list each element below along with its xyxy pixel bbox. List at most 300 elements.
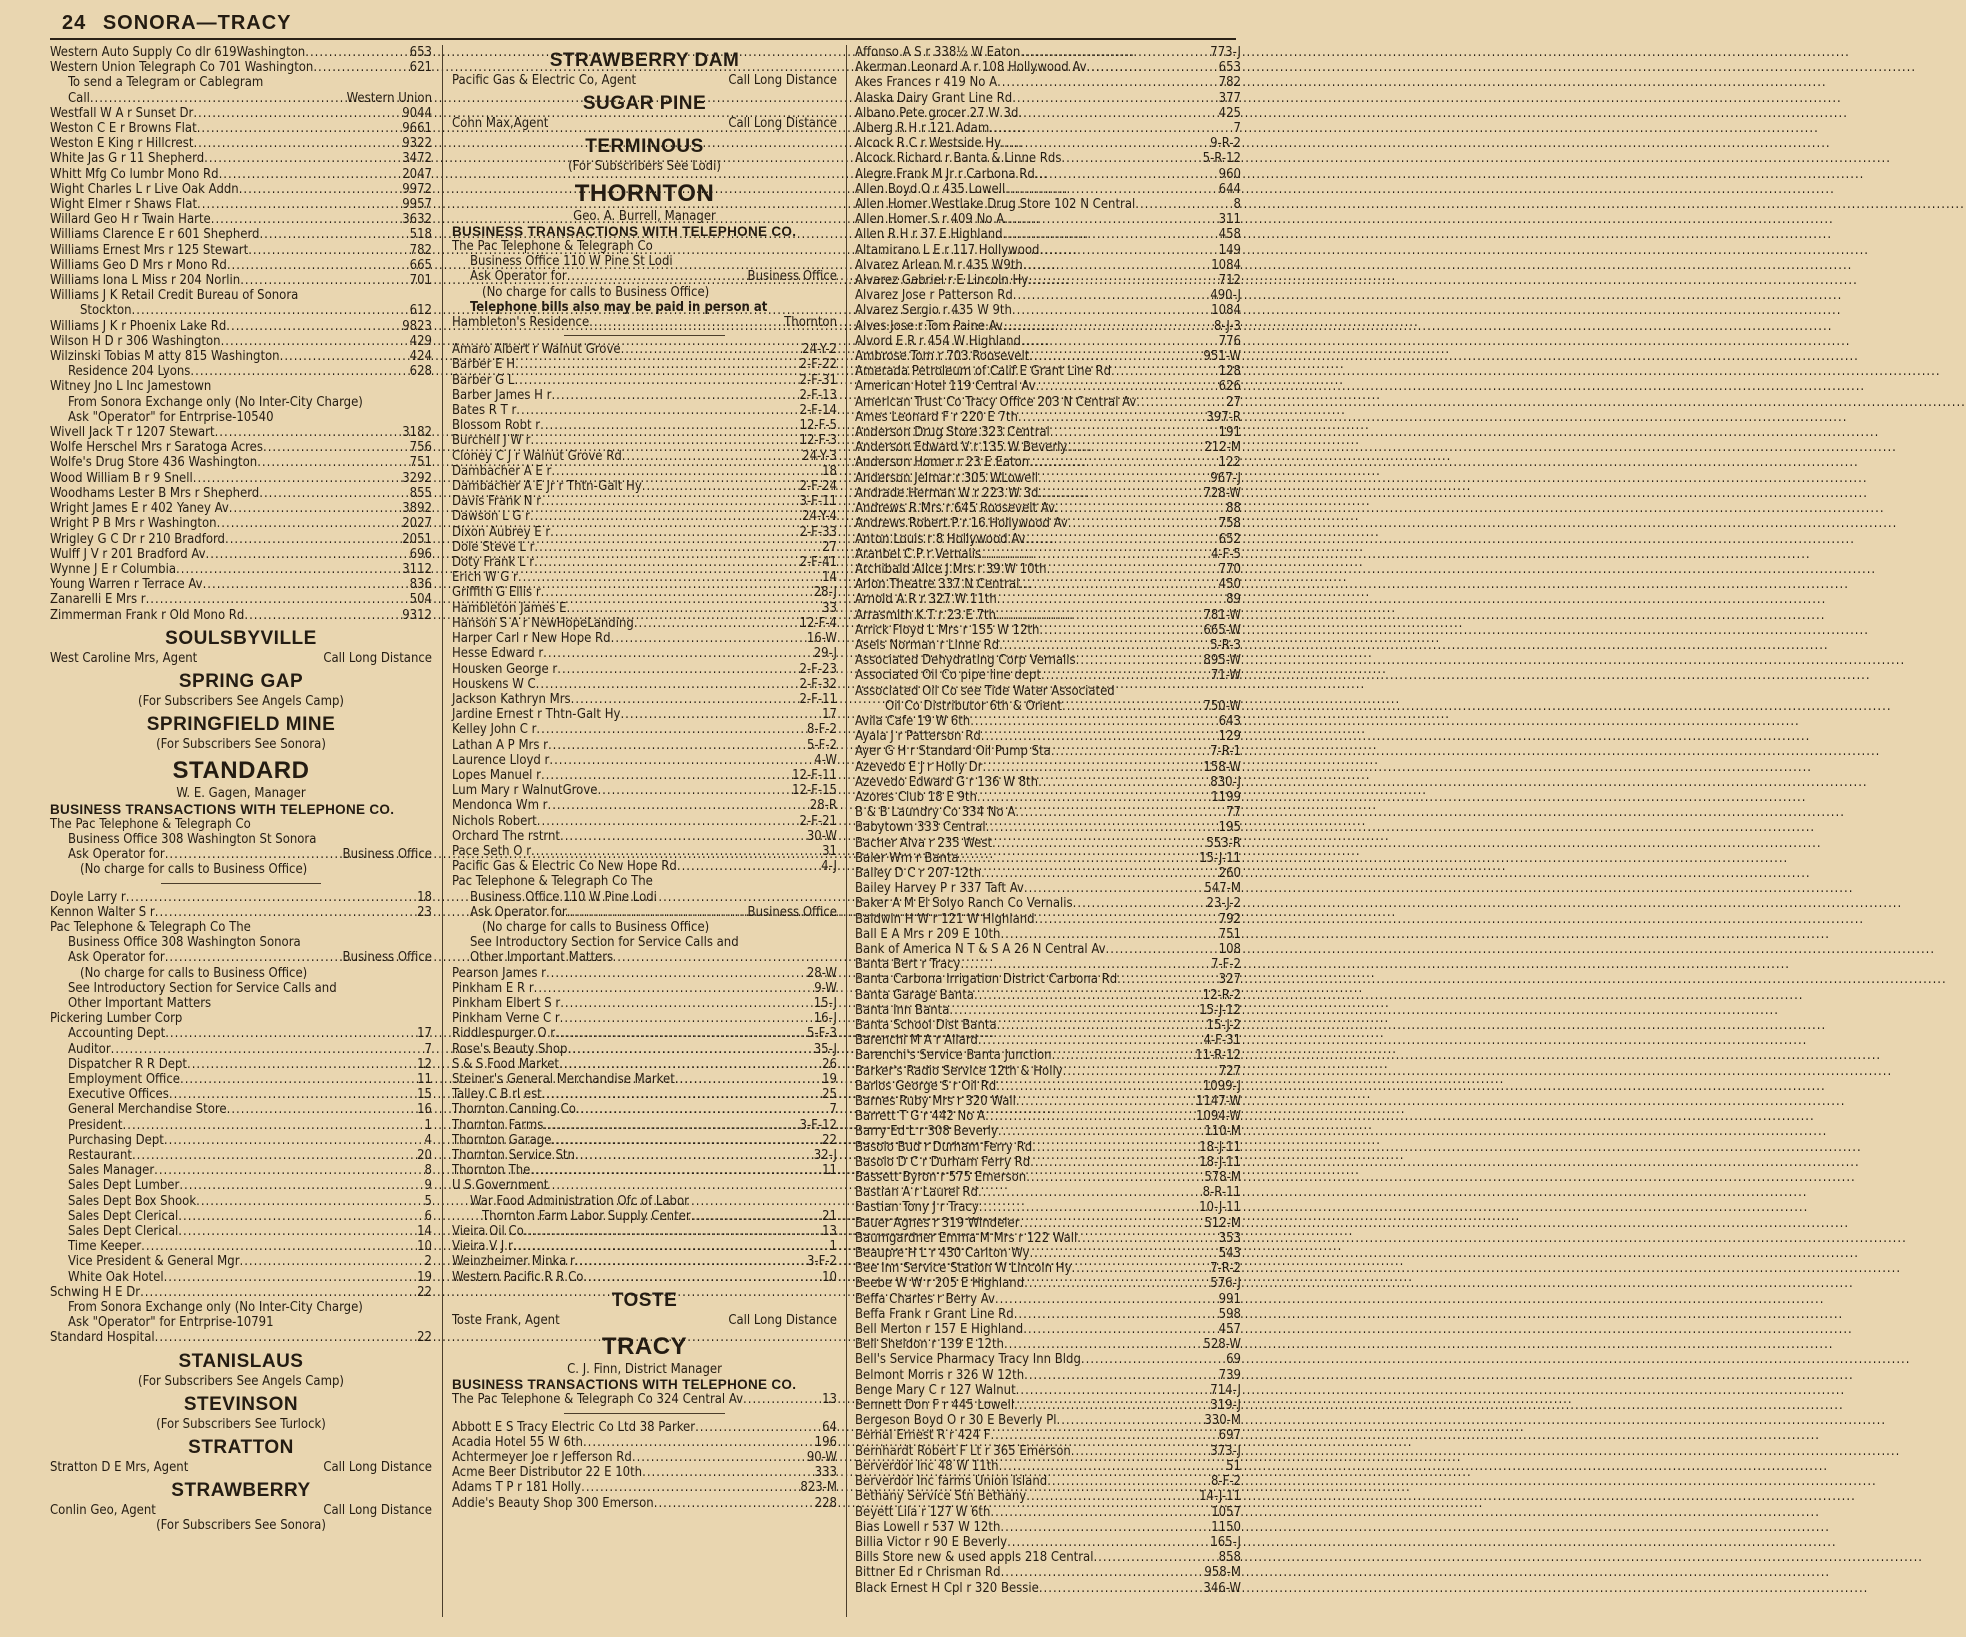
listing-name: Asels Norman r Linne Rd [855, 637, 1000, 653]
listing-name: Schwing H E Dr [50, 1284, 141, 1300]
leader-dots [1087, 60, 1219, 75]
listing-entry [855, 699, 1241, 714]
listing-entry [855, 1581, 1241, 1596]
listing-text: Pac Telephone & Telegraph Co The [452, 874, 653, 890]
listing-entry [452, 981, 837, 996]
listing-entry [855, 866, 1241, 881]
listing-name: Wolfe's Drug Store 436 Washington [50, 455, 258, 471]
listing-number: 18-J-11 [1199, 1139, 1241, 1155]
listing-name: Affonso A S r 338½ W Eaton [855, 45, 1021, 60]
leader-dots [263, 440, 410, 455]
leader-dots [576, 1102, 830, 1117]
listing-name: Azores Club 18 E 9th [855, 789, 977, 805]
leader-dots [534, 540, 822, 555]
listing-entry [855, 744, 1241, 759]
leader-dots [743, 1392, 822, 1407]
listing-name: Barber E H [452, 357, 516, 373]
leader-dots [985, 1109, 1196, 1124]
leader-dots [581, 1480, 800, 1495]
listing-number: 11 [822, 1163, 837, 1179]
listing-name: American Hotel 119 Central Av [855, 379, 1036, 395]
listing-number: 15-J-11 [1199, 850, 1241, 866]
town-heading: STANISLAUS [178, 1350, 304, 1372]
listing-number: 951-W [1203, 349, 1241, 365]
listing-name: Andrade Herman W r 223 W 3d [855, 485, 1039, 501]
agent-instruction: Call Long Distance [728, 73, 837, 88]
leader-dots [1012, 91, 1218, 106]
leader-dots [165, 1026, 417, 1041]
listing-name: Barker's Radio Service 12th & Holly [855, 1063, 1063, 1079]
listing-number: 598 [1218, 1306, 1241, 1322]
leader-dots [1047, 562, 1219, 577]
listing-number: 327 [1218, 972, 1241, 988]
listing-text: War Food Administration Ofc of Labor [470, 1193, 689, 1209]
listing-name: Beffa Charles r Berry Av [855, 1291, 995, 1307]
listing-number: 450 [1218, 577, 1241, 593]
listing-name: Barenchi's Service Banta Junction [855, 1048, 1052, 1064]
listing-entry [855, 820, 1241, 835]
listing-number: 576-J [1210, 1276, 1241, 1292]
listing-number: 5-R-3 [1210, 637, 1241, 653]
listing-text: See Introductory Section for Service Calls and [470, 935, 739, 951]
listing-number: 9 [424, 1178, 432, 1194]
leader-dots [537, 814, 800, 829]
section-separator [564, 1413, 726, 1414]
listing-number: 653 [1218, 60, 1241, 76]
listing-number: 353 [1218, 1230, 1241, 1246]
listing-name: Zanarelli E Mrs r [50, 592, 146, 608]
leader-dots [176, 562, 402, 577]
leader-dots [215, 425, 403, 440]
leader-dots [541, 768, 792, 783]
listing-number: 31 [822, 843, 837, 859]
listing-name: Hanson S A r NewHopeLanding [452, 615, 634, 631]
listing-number: 8-R-11 [1202, 1185, 1241, 1201]
listing-entry [452, 707, 837, 722]
leader-dots [621, 342, 803, 357]
listing-name: Standard Hospital [50, 1330, 155, 1346]
listing-name: Bergeson Boyd O r 30 E Beverly Pl [855, 1413, 1057, 1429]
listing-name: Beebe W W r 205 E Highland [855, 1276, 1025, 1292]
listing-entry [855, 486, 1241, 501]
listing-entry [452, 646, 837, 661]
listing-name: Barenchi M A r Allard [855, 1033, 978, 1049]
listing-name: Wulff J V r 201 Bradford Av [50, 546, 206, 562]
listing-name: Wivell Jack T r 1207 Stewart [50, 425, 215, 441]
listing-number: 612 [409, 303, 432, 319]
listing-entry [50, 516, 432, 531]
listing-name: Weston C E r Browns Flat [50, 121, 197, 137]
listing-number: 228 [814, 1495, 837, 1511]
leader-dots [1061, 151, 1202, 166]
listing-entry [50, 532, 432, 547]
listing-text: Ask "Operator" for Entrprise-10791 [68, 1315, 274, 1331]
leader-dots [1018, 106, 1218, 121]
leader-dots [1038, 486, 1203, 501]
listing-name: Employment Office [68, 1071, 180, 1087]
listing-name: Abbott E S Tracy Electric Co Ltd 38 Parker [452, 1419, 696, 1435]
leader-dots [305, 45, 409, 60]
listing-number: 64 [822, 1419, 837, 1435]
listing-name: Alvarez Sergio r 435 W 9th [855, 303, 1012, 319]
listing-entry [452, 479, 837, 494]
listing-name: Lum Mary r WalnutGrove [452, 783, 598, 799]
listing-name: Acadia Hotel 55 W 6th [452, 1434, 583, 1450]
listing-entry [50, 847, 432, 862]
listing-number: 24-Y-3 [802, 448, 837, 464]
listing-entry [50, 562, 432, 577]
listing-name: Bell Merton r 157 E Highland [855, 1322, 1024, 1338]
leader-dots [1076, 653, 1204, 668]
listing-number: 26 [822, 1056, 837, 1072]
listing-number: 129 [1218, 729, 1241, 745]
town-heading: SPRINGFIELD MINE [146, 714, 336, 736]
listing-entry [452, 509, 837, 524]
listing-entry [50, 212, 432, 227]
listing-number: 2027 [402, 516, 432, 532]
listing-entry [452, 1133, 837, 1148]
leader-dots [187, 1057, 417, 1072]
listing-name: Aranbel C P r Vernalis [855, 546, 982, 562]
listing-entry [855, 1352, 1241, 1367]
leader-dots [1004, 1337, 1203, 1352]
listing-entry [855, 1261, 1241, 1276]
listing-text: See Introductory Section for Service Calls and [68, 980, 337, 996]
listing-number: 750-W [1203, 698, 1241, 714]
leader-dots [978, 1033, 1204, 1048]
leader-dots [1029, 1246, 1218, 1261]
leader-dots [141, 1239, 417, 1254]
listing-name: Akes Frances r 419 No A [855, 75, 998, 91]
listing-number: 397-R [1206, 409, 1241, 425]
listing-number: 895-W [1203, 653, 1241, 669]
leader-dots [1030, 1155, 1199, 1170]
listing-number: 17 [822, 707, 837, 723]
leader-dots [190, 364, 409, 379]
leader-dots [229, 501, 402, 516]
listing-number: 2-F-13 [799, 387, 837, 403]
listing-name: Bastian A r Laurel Rd [855, 1185, 978, 1201]
listing-name: Willard Geo H r Twain Harte [50, 212, 211, 228]
listing-entry [855, 364, 1241, 379]
listing-name: Barrett T G r 442 No A [855, 1109, 986, 1125]
leader-dots [1025, 532, 1218, 547]
listing-number: 1057 [1211, 1504, 1241, 1520]
listing-entry [855, 1535, 1241, 1550]
listing-entry [50, 455, 432, 470]
listing-name: Bell Sheldon r 139 E 12th [855, 1337, 1004, 1353]
listing-name: Sales Dept Clerical [68, 1224, 179, 1240]
listing-number: 712 [1218, 273, 1241, 289]
leader-dots [1051, 744, 1210, 759]
listing-entry [452, 1072, 837, 1087]
leader-dots [597, 783, 792, 798]
listing-name: Alvarez Arlean M r 435 W9th [855, 257, 1023, 273]
listing-number: Thornton [784, 315, 837, 331]
listing-name: Basolo D C r Durham Ferry Rd [855, 1154, 1031, 1170]
leader-dots [1019, 577, 1218, 592]
listing-entry [452, 585, 837, 600]
leader-dots [1001, 136, 1210, 151]
leader-dots [259, 486, 409, 501]
listing-entry [855, 1200, 1241, 1215]
listing-entry [50, 106, 432, 121]
leader-dots [530, 1163, 822, 1178]
agent-instruction: Call Long Distance [728, 116, 837, 132]
leader-dots [542, 1087, 822, 1102]
listing-entry [50, 1102, 432, 1117]
leader-dots [169, 1087, 417, 1102]
listing-entry [855, 1565, 1241, 1580]
listing-entry [855, 1216, 1241, 1231]
listing-name: Allen Boyd O r 435 Lowell [855, 181, 1006, 197]
listing-entry [855, 547, 1241, 562]
leader-dots [998, 1124, 1205, 1139]
listing-entry [50, 425, 432, 440]
listing-entry [452, 388, 837, 403]
listing-entry [855, 349, 1241, 364]
listing-name: Woodhams Lester B Mrs r Shepherd [50, 485, 260, 501]
leader-dots [165, 847, 343, 862]
leader-dots [524, 1224, 822, 1239]
listing-entry [855, 912, 1241, 927]
leader-dots [634, 616, 800, 631]
listing-name: Vieira V J r [452, 1239, 513, 1255]
listing-name: Alaska Dairy Grant Line Rd [855, 90, 1013, 106]
listing-name: Western Union Telegraph Co 701 Washington [50, 60, 314, 76]
listing-number: Business Office [747, 904, 837, 920]
leader-dots [132, 303, 410, 318]
leader-dots [992, 836, 1206, 851]
listing-text: From Sonora Exchange only (No Inter-City Charge) [68, 394, 363, 410]
listing-name: Allen Homer S r 409 No A [855, 212, 1005, 228]
column-2 [452, 45, 837, 1511]
listing-number: 2 [424, 1254, 432, 1270]
listing-name: Time Keeper [68, 1239, 142, 1255]
listing-entry [855, 1185, 1241, 1200]
listing-entry [50, 1194, 432, 1209]
listing-entry [50, 1057, 432, 1072]
leader-dots [1000, 1520, 1211, 1535]
leader-dots [1063, 1064, 1219, 1079]
listing-entry [855, 1505, 1241, 1520]
listing-entry [855, 319, 1241, 334]
listing-name: Ayer G H r Standard Oil Pump Sta [855, 744, 1051, 760]
page-number: 24 [62, 12, 87, 34]
listing-number: 2-F-41 [799, 555, 837, 571]
listing-entry [855, 1170, 1241, 1185]
listing-entry [50, 1270, 432, 1285]
listing-name: Baldwin H W r 121 W Highland [855, 911, 1035, 927]
listing-number: 2-F-24 [799, 479, 837, 495]
listing-entry [452, 570, 837, 585]
listing-name: Allen R H r 37 E Highland [855, 227, 1003, 243]
listing-name: Banta Carbona Irrigation District Carbona Rd [855, 972, 1118, 988]
listing-number: 35-J [813, 1041, 837, 1057]
listing-number: 653 [409, 45, 432, 60]
listing-name: B & B Laundry Co 334 No A [855, 805, 1016, 821]
listing-name: Anton Louis r 8 Hollywood Av [855, 531, 1026, 547]
listing-name: The Pac Telephone & Telegraph Co 324 Central Av [452, 1392, 744, 1408]
listing-entry [452, 315, 837, 330]
town-heading: STANDARD [172, 757, 310, 785]
listing-number: 14-J-11 [1199, 1489, 1241, 1505]
listing-name: Jardine Ernest r Thtn-Galt Hy [452, 707, 621, 723]
town-subtitle: Geo. A. Burrell, Manager [573, 208, 716, 224]
listing-number: 7-R-2 [1210, 1261, 1241, 1277]
listing-number: 7 [424, 1041, 432, 1057]
leader-dots [219, 167, 403, 182]
leader-dots [203, 577, 410, 592]
listing-number: 8 [424, 1163, 432, 1179]
listing-entry [452, 966, 837, 981]
listing-entry [50, 577, 432, 592]
listing-number: 714-J [1210, 1382, 1241, 1398]
listing-number: 621 [409, 60, 432, 76]
listing-entry [855, 212, 1241, 227]
leader-dots [164, 1133, 425, 1148]
leader-dots [1052, 1048, 1196, 1063]
listing-name: Anderson Homer r 23 E Eaton [855, 455, 1030, 471]
listing-name: Baier Wm r Banta [855, 850, 959, 866]
listing-entry [452, 859, 837, 874]
listing-name: Auditor [68, 1041, 111, 1057]
listing-number: 781-W [1203, 607, 1241, 623]
listing-name: Burchell J W r [452, 433, 531, 449]
listing-entry [855, 136, 1241, 151]
leader-dots [1111, 364, 1219, 379]
listing-entry [855, 577, 1241, 592]
leader-dots [1047, 1474, 1211, 1489]
leader-dots [1136, 395, 1226, 410]
leader-dots [560, 1011, 814, 1026]
listing-name: Ask Operator for [470, 269, 567, 285]
listing-name: Sales Dept Clerical [68, 1208, 179, 1224]
listing-entry [452, 1254, 837, 1269]
leader-dots [1028, 273, 1218, 288]
leader-dots [1068, 516, 1219, 531]
listing-number: 27 [1226, 394, 1241, 410]
listing-number: 458 [1218, 227, 1241, 243]
listing-number: 18 [417, 889, 432, 905]
listing-name: Alves Jose r Tom Paine Av [855, 318, 1003, 334]
listing-name: Orchard The rstrnt [452, 828, 560, 844]
listing-number: 836 [409, 577, 432, 593]
leader-dots [981, 729, 1219, 744]
listing-text: Other Important Matters [470, 950, 614, 966]
listing-number: 457 [1218, 1322, 1241, 1338]
listing-entry [855, 45, 1241, 60]
listing-number: 855 [409, 485, 432, 501]
listing-number: 578-M [1204, 1170, 1241, 1186]
listing-entry [855, 121, 1241, 136]
leader-dots [90, 91, 347, 106]
listing-number: 77 [1226, 805, 1241, 821]
leader-dots [513, 1239, 830, 1254]
listing-name: Dixon Aubrey E r [452, 524, 551, 540]
listing-entry [855, 1003, 1241, 1018]
leader-dots [248, 243, 409, 258]
leader-dots [1026, 1489, 1199, 1504]
listing-number: 773-J [1210, 45, 1241, 60]
listing-entry [855, 1398, 1241, 1413]
listing-text: Pac Telephone & Telegraph Co The [50, 919, 251, 935]
listing-name: Baker A M El Solyo Ranch Co Vernalis [855, 896, 1073, 912]
listing-entry [855, 303, 1241, 318]
leader-dots [1000, 927, 1218, 942]
listing-number: 15-J [813, 995, 837, 1011]
listing-entry [855, 668, 1241, 683]
listing-entry [855, 60, 1241, 75]
town-subtitle: C. J. Finn, District Manager [567, 1362, 722, 1378]
leader-dots [155, 905, 417, 920]
listing-name: Arnold A R r 327 W 11th [855, 592, 997, 608]
listing-entry [855, 592, 1241, 607]
listing-number: 9957 [402, 197, 432, 213]
listing-name: Houskens W C [452, 676, 536, 692]
listing-number: 504 [409, 592, 432, 608]
listing-entry [855, 957, 1241, 972]
listing-number: 19 [417, 1269, 432, 1285]
listing-number: 7 [829, 1102, 837, 1118]
listing-entry [452, 373, 837, 388]
listing-number: 12-F-5 [799, 418, 837, 434]
town-heading: THORNTON [574, 179, 715, 207]
leader-dots [571, 692, 800, 707]
listing-name: Western Auto Supply Co dlr 619Washington [50, 45, 306, 60]
listing-number: 960 [1218, 166, 1241, 182]
listing-number: 196 [814, 1434, 837, 1450]
listing-entry [50, 471, 432, 486]
leader-dots [977, 790, 1211, 805]
listing-entry [855, 501, 1241, 516]
listing-entry [50, 1239, 432, 1254]
leader-dots [531, 844, 822, 859]
listing-entry [855, 1064, 1241, 1079]
town-subtitle: (For Subscribers See Sonora) [156, 1518, 326, 1534]
leader-dots [960, 957, 1210, 972]
listing-name: Erich W G r [452, 570, 518, 586]
listing-number: 5-R-12 [1202, 151, 1241, 167]
listing-entry [50, 1163, 432, 1178]
listing-entry [855, 410, 1241, 425]
listing-entry [855, 1459, 1241, 1474]
listing-entry [452, 540, 837, 555]
listing-entry [855, 942, 1241, 957]
listing-name: Bacher Alva r 235 West [855, 835, 993, 851]
listing-entry [452, 464, 837, 479]
listing-name: Residence 204 Lyons [68, 364, 191, 380]
listing-entry [452, 814, 837, 829]
listing-name: Dambacher A E Jr r Thtn-Galt Hy [452, 479, 642, 495]
listing-number: 758 [1218, 516, 1241, 532]
agent-line [50, 651, 432, 666]
listing-entry [452, 996, 837, 1011]
listing-name: Alcock R C r Westside Hy [855, 136, 1002, 152]
listing-entry [452, 677, 837, 692]
leader-dots [197, 121, 403, 136]
listing-number: 1084 [1211, 257, 1241, 273]
town-subtitle: (For Subscribers See Turlock) [156, 1416, 326, 1432]
listing-number: 311 [1218, 212, 1241, 228]
listing-number: 195 [1218, 820, 1241, 836]
listing-entry [50, 1133, 432, 1148]
leader-dots [1093, 1550, 1218, 1565]
listing-number: 701 [409, 273, 432, 289]
listing-entry [855, 1276, 1241, 1291]
listing-name: Albano Pete grocer 27 W 3d [855, 105, 1019, 121]
listing-entry [50, 136, 432, 151]
